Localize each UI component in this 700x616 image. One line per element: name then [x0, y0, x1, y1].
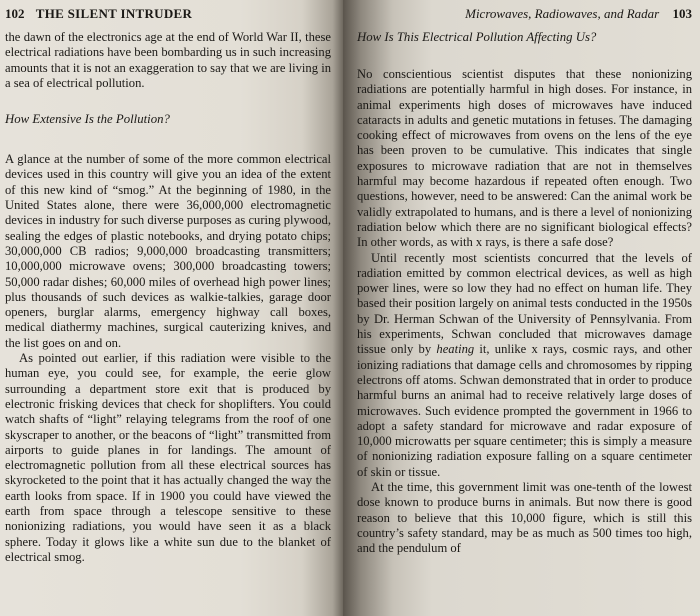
right-paragraph-2-start: Until recently most scientists concurred that the levels of radiation emitted by common electrical devices, as well as high power lines, were so low they had no effect on human life. They based their position largely on animal tests conducted in the 1950s by Dr. Herman Schwan of the University of Pennsylvania. From his experiments, Schwan concluded that microwaves damage tissue only by: [357, 250, 692, 357]
right-paragraph-2-italic: heating: [436, 342, 475, 357]
right-section-heading: How Is This Electrical Pollution Affecting Us?: [357, 30, 597, 44]
right-paragraph-3: At the time, this government limit was one-tenth of the lowest dose known to produce burns in animals. But now there is good reason to believe that this 10,000 figure, which is still this country’s safety standard, may be as much as 500 times too high, and the pendulum of: [357, 480, 692, 556]
right-page: [343, 0, 700, 616]
right-running-title: Microwaves, Radiowaves, and Radar: [465, 6, 660, 21]
right-running-head: [357, 6, 692, 22]
right-paragraph-2-end: it, unlike x rays, cosmic rays, and other ionizing radiations that damage cells and chromosomes by ripping electrons off atoms. Schwan demonstrated that in order to produce harmful burns an animal had to receive relatively large doses of microwaves. Such evidence prompted the government in 1966 to adopt a safety standard for microwave and radar exposure of 10,000 microwatts per square centimeter; this is simply a measure of nonionizing radiation exposure falling on a square centimeter of skin or tissue.: [357, 342, 692, 479]
right-page-number: 103: [672, 6, 692, 21]
left-running-title: THE SILENT INTRUDER: [35, 6, 193, 21]
left-opening-paragraph: the dawn of the electronics age at the end of World War II, these electrical radiations have been bombarding us in such increasing amounts that it is not an exaggeration to say that we are living in a sea of electrical pollution.: [5, 30, 331, 90]
left-page-number: 102: [5, 6, 25, 21]
right-paragraph-2: [357, 251, 692, 480]
left-paragraph-1: A glance at the number of some of the more common electrical devices used in this country will give you an idea of the extent of this new kind of “smog.” At the beginning of 1980, in the United States alone, there were 36,000,000 electromagnetic devices in industry for such diverse purposes as curing plywood, sealing the edges of plastic notebooks, and drying potato chips; 30,000,000 CB radios; 9,000,000 broadcasting transmitters; 10,000,000 microwave ovens; 300,000 broadcasting towers; 50,000 radar dishes; 60,000 miles of overhead high power lines; plus thousands of such devices as walkie-talkies, garage door openers, burglar alarms, emergency highway call boxes, medical diathermy machines, surgical cauterizing knives, and the list goes on and on.: [5, 152, 331, 350]
left-section-heading: How Extensive Is the Pollution?: [5, 112, 170, 127]
left-running-head: [5, 6, 331, 22]
right-paragraph-1: No conscientious scientist disputes that these nonionizing radiations are potentially harmful in high doses. For instance, in animal experiments high doses of microwaves have induced cataracts in adults and genetic mutations in fetuses. The damaging cooking effect of microwaves from ovens on the lens of the eye has been proven to be cumulative. This indicates that single exposures to microwave radiation that are not in themselves harmful may become hazardous if repeated often enough. Two questions, however, need to be answered: Can the animal work be validly extrapolated to humans, and is there a level of nonionizing radiation below which there are no significant biological effects? In other words, as with x rays, is there a safe dose?: [357, 67, 692, 250]
left-page: [0, 0, 343, 616]
left-paragraph-2: As pointed out earlier, if this radiation were visible to the human eye, you could see, for example, the eerie glow surrounding a department store exit that is produced by electronic frisking devices that check for shoplifters. You could watch shafts of “light” relaying telegrams from the roof of one skyscraper to another, or the beacons of “light” transmitted from airports to guide planes in for landings. The amount of electromagnetic pollution from all these electrical sources has skyrocketed to the point that it has actually changed the way the earth looks from space. If in 1900 you could have viewed the earth from space through a telescope sensitive to these nonionizing radiations, you would have seen it as a black sphere. Today it glows like a white sun due to the blanket of electrical smog.: [5, 351, 331, 564]
